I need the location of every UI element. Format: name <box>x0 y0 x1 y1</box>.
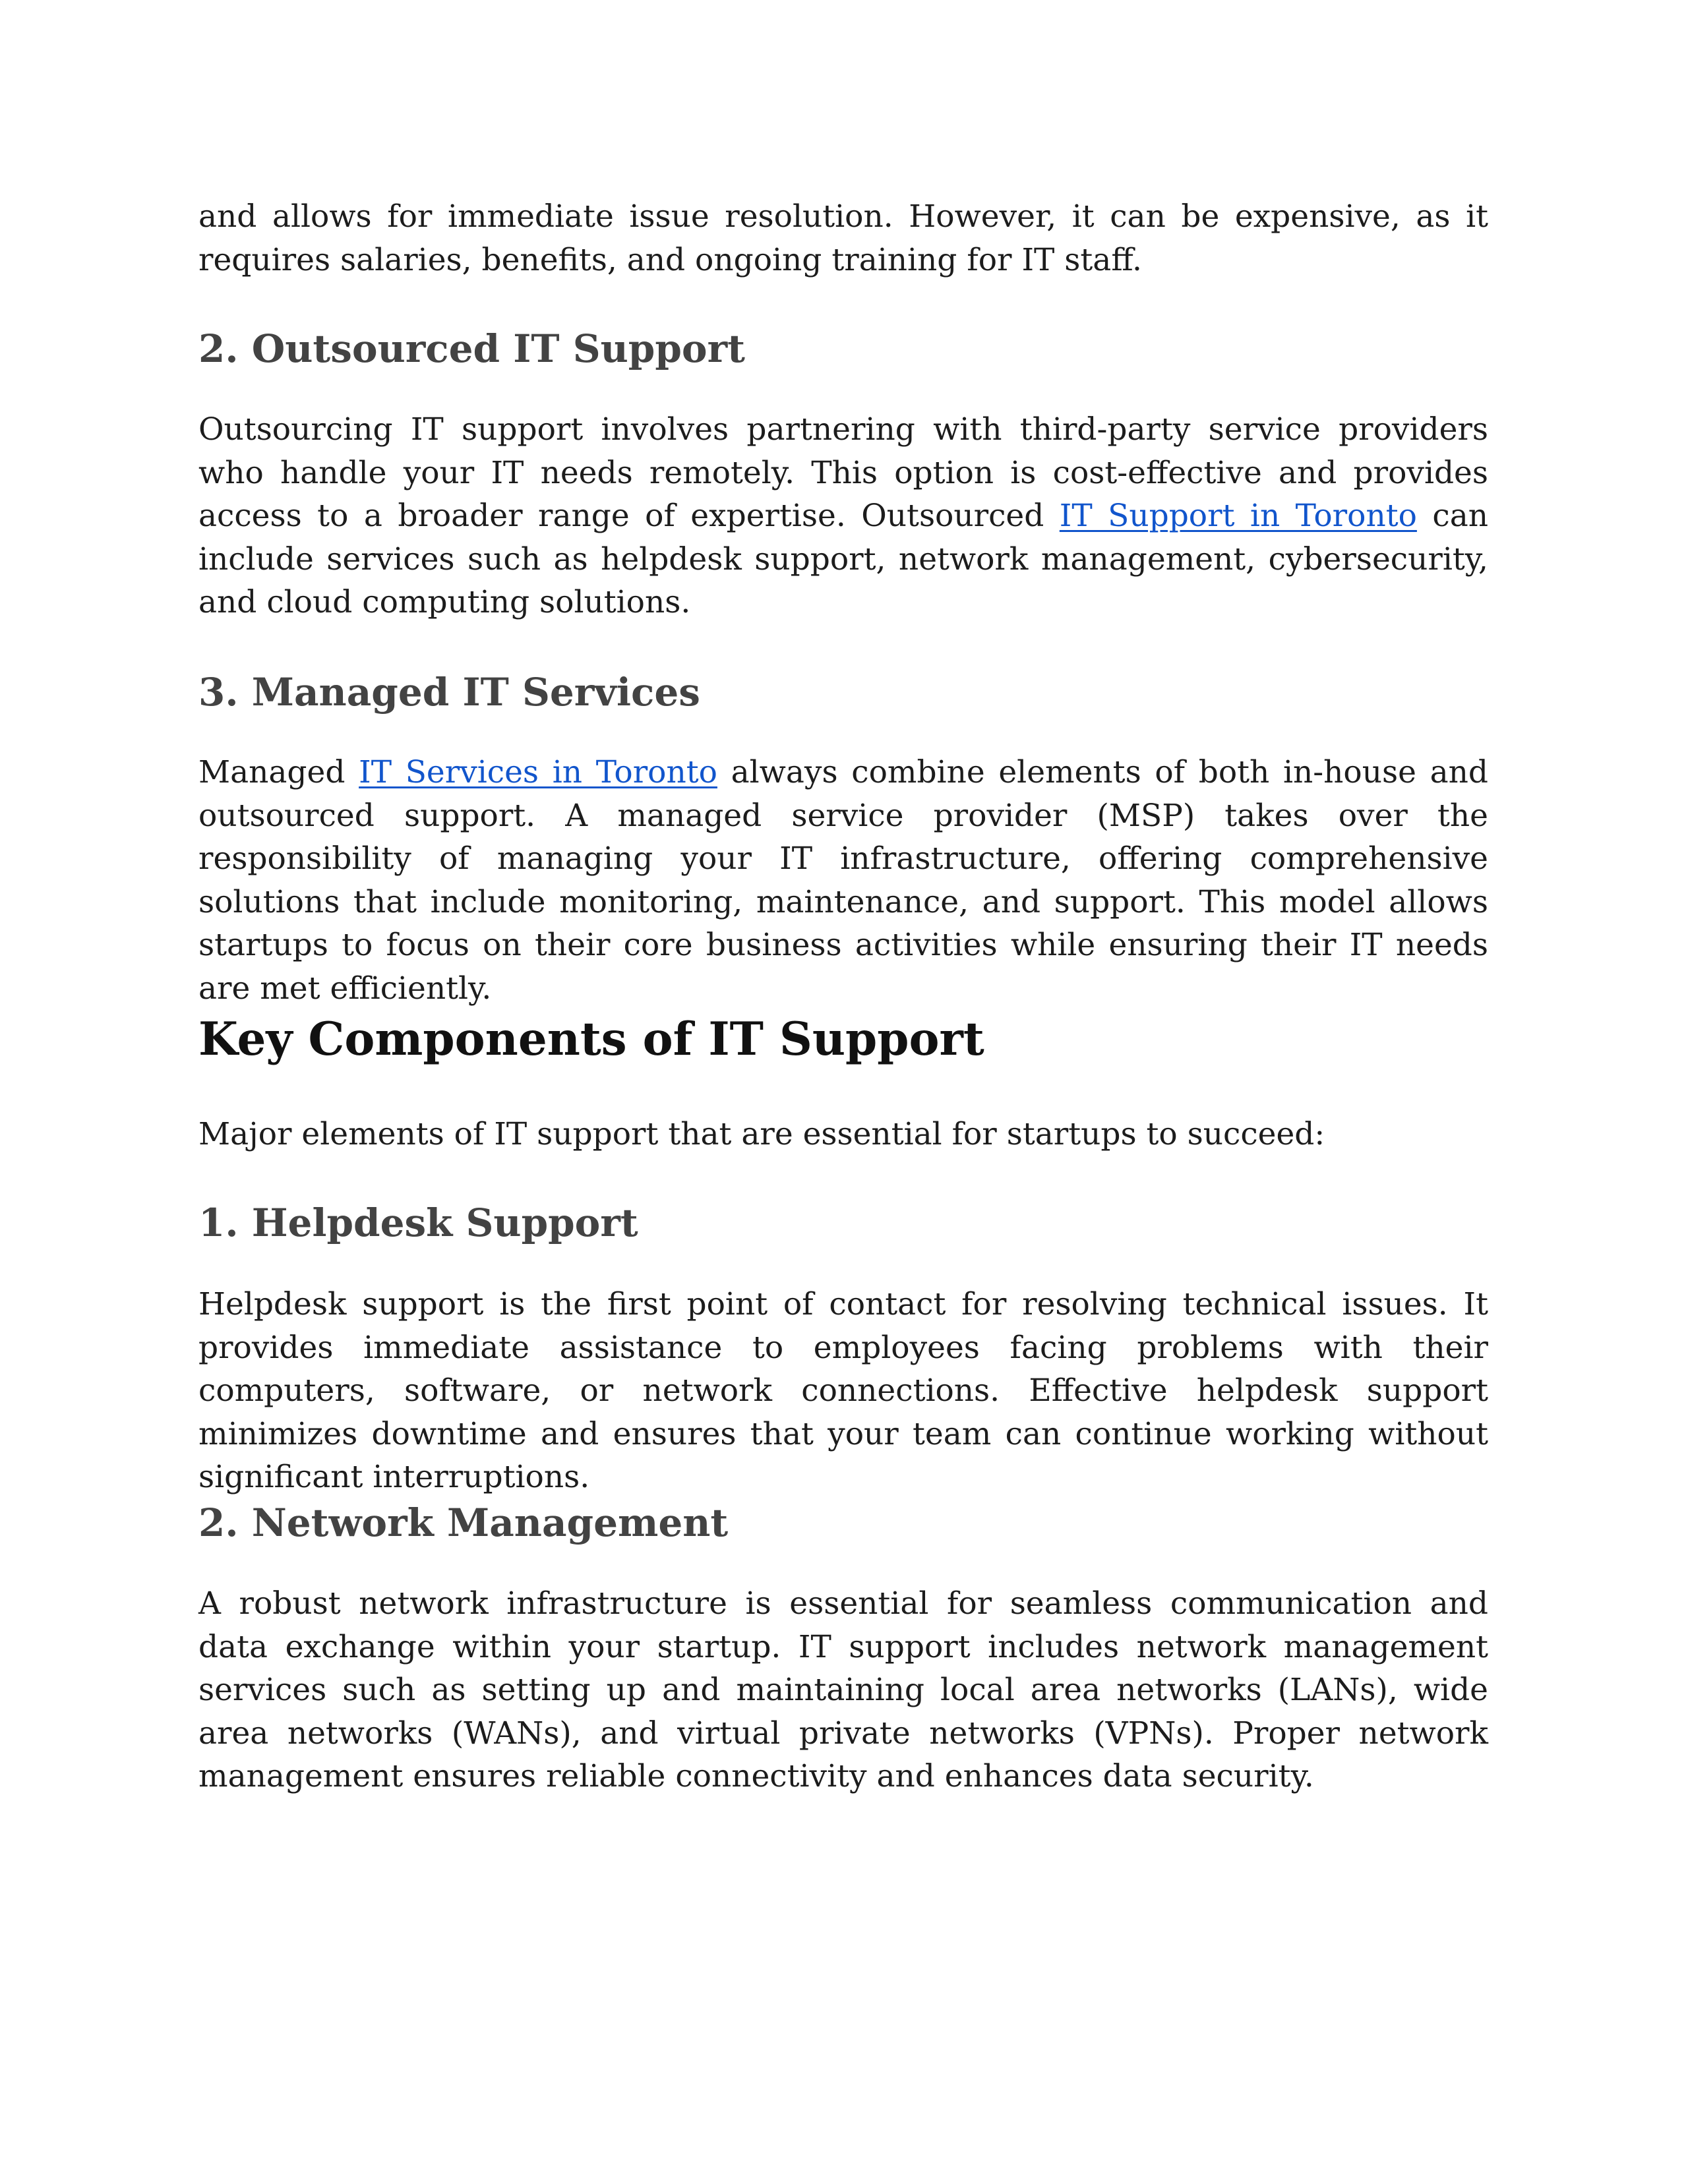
heading-key-components: Key Components of IT Support <box>198 1013 984 1066</box>
intro-paragraph: and allows for immediate issue resolution. However, it can be expensive, as it requires salaries, benefits, and ongoing training for IT staff. <box>198 198 1488 278</box>
paragraph-network-management: A robust network infrastructure is essential for seamless communication and data exchange within your startup. IT support includes network management services such as setting up and maintaining local area networks (LANs), wide area networks (WANs), and virtual private networks (VPNs). Proper network management ensures reliable connectivity and enhances data security. <box>198 1585 1488 1794</box>
heading-outsourced-it-support: 2. Outsourced IT Support <box>198 326 745 371</box>
paragraph-helpdesk-support: Helpdesk support is the first point of contact for resolving technical issues. It provides immediate assistance to employees facing problems with their computers, software, or network connections. Effective helpdesk support minimizes downtime and ensures that your team can continue working without significant interruptions. <box>198 1286 1488 1495</box>
paragraph-outsourced-it-support <box>198 408 1488 624</box>
paragraph-text: can include services such as helpdesk support, network management, cybersecurity, and cloud computing solutions. <box>198 498 1488 620</box>
paragraph-text: Managed <box>198 754 359 790</box>
link-it-services-toronto[interactable]: IT Services in Toronto <box>359 754 717 790</box>
key-components-intro: Major elements of IT support that are essential for startups to succeed: <box>198 1116 1325 1152</box>
paragraph-text: always combine elements of both in-house and outsourced support. A managed service provider (MSP) takes over the responsibility of managing your IT infrastructure, offering comprehensive solutions that include monitoring, maintenance, and support. This model allows startups to focus on their core business activities while ensuring their IT needs are met efficiently. <box>198 754 1488 1007</box>
paragraph-managed-it-services <box>198 751 1488 1010</box>
heading-helpdesk-support: 1. Helpdesk Support <box>198 1200 638 1245</box>
heading-managed-it-services: 3. Managed IT Services <box>198 670 700 715</box>
heading-network-management: 2. Network Management <box>198 1500 729 1545</box>
paragraph-text: Outsourcing IT support involves partnering with third-party service providers who handle your IT needs remotely. This option is cost-effective and provides access to a broader range of expertise. Outsourced <box>198 411 1488 534</box>
link-it-support-toronto[interactable]: IT Support in Toronto <box>1059 498 1417 534</box>
